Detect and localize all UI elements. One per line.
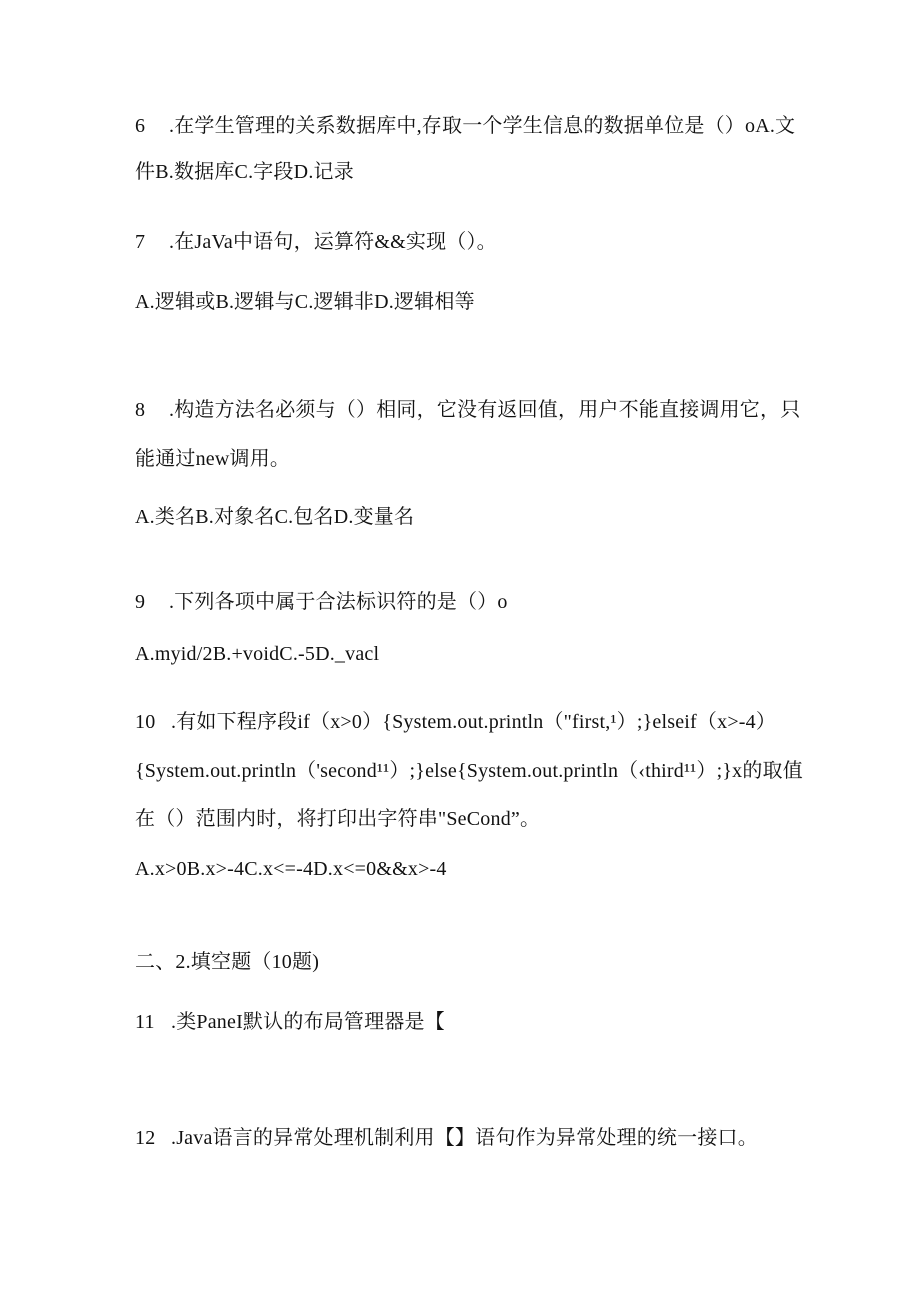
question-text: .有如下程序段if（x>0）{System.out.println（"first,¹）;}elseif（x>-4）	[171, 711, 777, 733]
question-10-line-3: 在（）范围内时，将打印出字符串"SeCond”。	[135, 808, 541, 830]
question-number: 11	[135, 1011, 155, 1033]
question-8-options: A.类名B.对象名C.包名D.变量名	[135, 506, 415, 528]
question-6-line-1	[135, 112, 795, 140]
question-number: 6	[135, 115, 146, 137]
question-9-stem	[135, 588, 508, 616]
question-number: 12	[135, 1127, 156, 1149]
question-7-options: A.逻辑或B.逻辑与C.逻辑非D.逻辑相等	[135, 291, 475, 313]
question-10-options: A.x>0B.x>-4C.x<=-4D.x<=0&&x>-4	[135, 858, 447, 880]
question-10-line-2: {System.out.println（'second¹¹）;}else{System.out.println（‹third¹¹）;}x的取值	[135, 760, 803, 782]
question-number: 7	[135, 231, 146, 253]
question-text: .类PaneI默认的布局管理器是【	[171, 1011, 445, 1033]
question-8-line-1	[135, 396, 800, 424]
question-text: .构造方法名必须与（）相同，它没有返回值，用户不能直接调用它，只	[169, 399, 801, 421]
question-text: .在学生管理的关系数据库中,存取一个学生信息的数据单位是（）oA.文	[169, 115, 796, 137]
question-8-line-2: 能通过new调用。	[135, 448, 291, 470]
question-text: .在JaVa中语句，运算符&&实现（）。	[169, 231, 497, 253]
section-title: 二、2.填空题（10题)	[135, 951, 320, 973]
question-7-stem	[135, 228, 497, 256]
question-number: 9	[135, 591, 146, 613]
question-9-options: A.myid/2B.+voidC.-5D._vacl	[135, 643, 380, 665]
question-12-stem	[135, 1124, 758, 1152]
question-text: .下列各项中属于合法标识符的是（）o	[169, 591, 508, 613]
question-text: .Java语言的异常处理机制利用【】语句作为异常处理的统一接口。	[171, 1127, 758, 1149]
question-number: 10	[135, 711, 156, 733]
question-number: 8	[135, 399, 146, 421]
question-6-line-2: 件B.数据库C.字段D.记录	[135, 161, 354, 183]
question-10-line-1	[135, 708, 776, 736]
question-11-stem	[135, 1008, 445, 1036]
